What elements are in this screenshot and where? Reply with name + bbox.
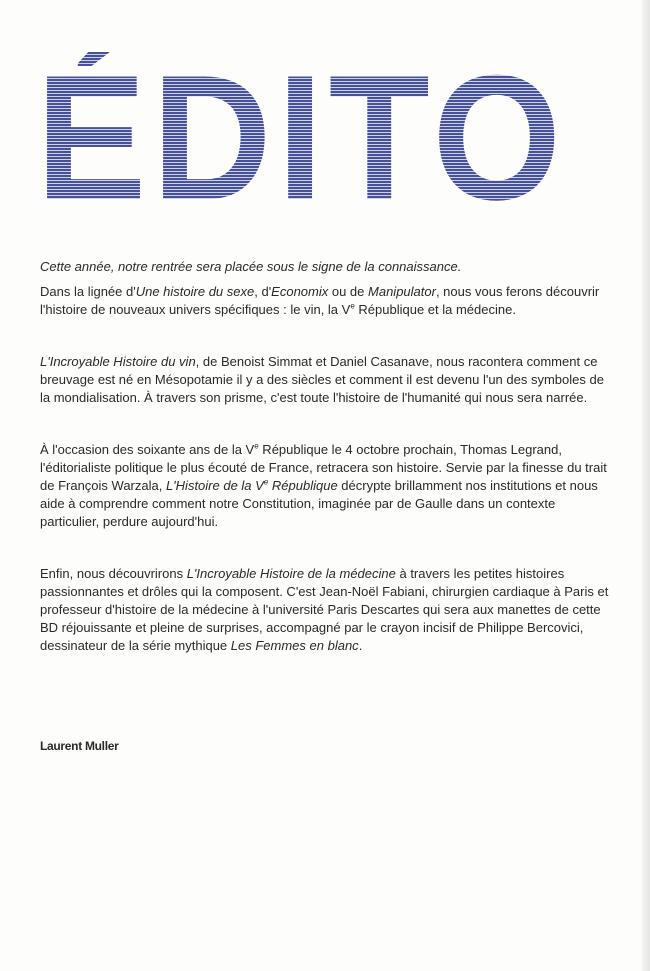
book-title: L'Incroyable Histoire du vin [40,354,196,369]
text-span: , nous vous ferons découvrir l'histoire de nouveaux univers spécifiques : le vin, la V [40,284,600,317]
book-title: Les Femmes en blanc [230,638,359,653]
text-span: . [358,638,363,653]
book-title: Manipulator [368,284,436,299]
paragraph-2 [40,353,610,407]
text-span: À l'occasion des soixante ans de la V [40,442,255,457]
text-span: Dans la lignée d' [40,284,136,299]
editorial-body [40,258,610,655]
text-span: , d' [254,284,272,299]
superscript: e [263,477,269,487]
paragraph-3 [40,441,610,531]
text-span: République le 4 octobre prochain, Thomas Legrand, l'éditorialiste politique le plus écouté de France, retracera son histoire. Servie par la finesse du trait de François Warzala, [40,442,607,493]
author-signature: Laurent Muller [40,739,119,753]
text-span: République et la médecine. [354,302,516,317]
text-span: décrypte brillamment nos institutions et nous aide à comprendre comment notre Constitution, imaginée par de Gaulle dans un contexte particulier, perdure aujourd'hui. [40,478,598,529]
page-edge [642,0,650,971]
book-title: Economix [271,284,329,299]
text-span: ou de [328,284,369,299]
superscript: e [254,441,259,451]
book-title-part: L'Histoire de la V [165,478,264,493]
text-span: Enfin, nous découvrirons [40,566,187,581]
paragraph-1 [40,283,610,319]
page-title: ÉDITO [36,52,575,224]
book-title: Une histoire du sexe [135,284,255,299]
book-title [166,478,338,493]
book-title: L'Incroyable Histoire de la médecine [186,566,396,581]
paragraph-4 [40,565,610,655]
book-title-part: République [268,478,338,493]
text-span: à travers les petites histoires passionnantes et drôles qui la composent. C'est Jean-Noël Fabiani, chirurgien cardiaque à Paris et professeur d'histoire de la médecine à l'université Paris Descartes qui sera aux manettes de cette BD réjouissante et pleine de surprises, accompagné par le crayon incisif de Philippe Bercovici, dessinateur de la série mythique [40,566,609,653]
superscript: e [350,301,355,311]
text-span: , de Benoist Simmat et Daniel Casanave, nous racontera comment ce breuvage est né en Mésopotamie il y a des siècles et comment il est devenu l'un des symboles de la mondialisation. À travers son prisme, c'est toute l'histoire de l'humanité qui nous sera narrée. [40,354,604,405]
intro-paragraph: Cette année, notre rentrée sera placée sous le signe de la connaissance. [40,259,462,274]
